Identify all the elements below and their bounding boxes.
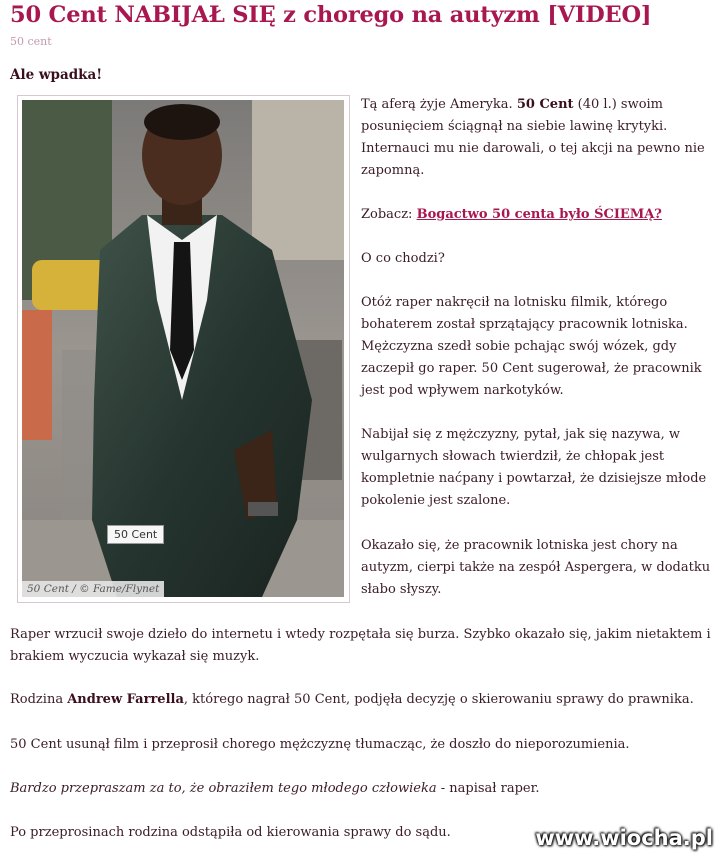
paragraph-apology: 50 Cent usunął film i przeprosił chorego mężczyznę tłumacząc, że doszło do nieporozumienia.	[10, 737, 630, 752]
photo-credit: 50 Cent / © Fame/Flynet	[22, 581, 164, 597]
article-lead: Ale wpadka!	[10, 67, 103, 83]
paragraph-family: Rodzina Andrew Farrella, którego nagrał 50 Cent, podjęła decyzję o skierowaniu sprawy do prawnika.	[10, 692, 694, 707]
paragraph-mocking: Nabijał się z mężczyzny, pytał, jak się nazywa, w wulgarnych słowach twierdził, że chłopak jest kompletnie naćpany i powtarzał, że dzisiejsze młode pokolenie jest szalone.	[361, 427, 707, 508]
photo-illustration	[22, 100, 344, 597]
paragraph-closing: Po przeprosinach rodzina odstąpiła od kierowania sprawy do sądu.	[10, 825, 451, 840]
paragraph-intro: Tą aferą żyje Ameryka. 50 Cent (40 l.) swoim posunięciem ściągnął na siebie lawinę krytyki. Internauci mu nie darowali, o tej akcji na pewno nie zapomną.	[361, 97, 705, 178]
photo-label: 50 Cent	[107, 525, 164, 544]
article-photo[interactable]	[22, 100, 344, 597]
see-also-link[interactable]: Bogactwo 50 centa było ŚCIEMĄ?	[416, 207, 662, 222]
paragraph-see-also: Zobacz: Bogactwo 50 centa było ŚCIEMĄ?	[361, 207, 662, 222]
paragraph-story: Otóż raper nakręcił na lotnisku filmik, którego bohaterem został sprzątający pracownik lotniska. Mężczyzna szedł sobie pchając swój wózek, gdy zaczepił go raper. 50 Cent sugerował, że pracownik jest pod wpływem narkotyków.	[361, 295, 702, 398]
paragraph-question: O co chodzi?	[361, 251, 445, 266]
paragraph-quote: Bardzo przepraszam za to, że obraziłem tego młodego człowieka - napisał raper.	[10, 781, 540, 796]
article-tag[interactable]: 50 cent	[10, 35, 52, 48]
site-watermark: www.wiocha.pl	[535, 826, 713, 850]
paragraph-storm: Raper wrzucił swoje dzieło do internetu i wtedy rozpętała się burza. Szybko okazało się, jakim nietaktem i brakiem wyczucia wykazał się muzyk.	[10, 627, 711, 664]
article-title: 50 Cent NABIJAŁ SIĘ z chorego na autyzm [VIDEO]	[10, 2, 652, 28]
paragraph-autism: Okazało się, że pracownik lotniska jest chory na autyzm, cierpi także na zespół Aspergera, w dodatku słabo słyszy.	[361, 538, 711, 597]
article-photo-frame	[17, 95, 350, 603]
